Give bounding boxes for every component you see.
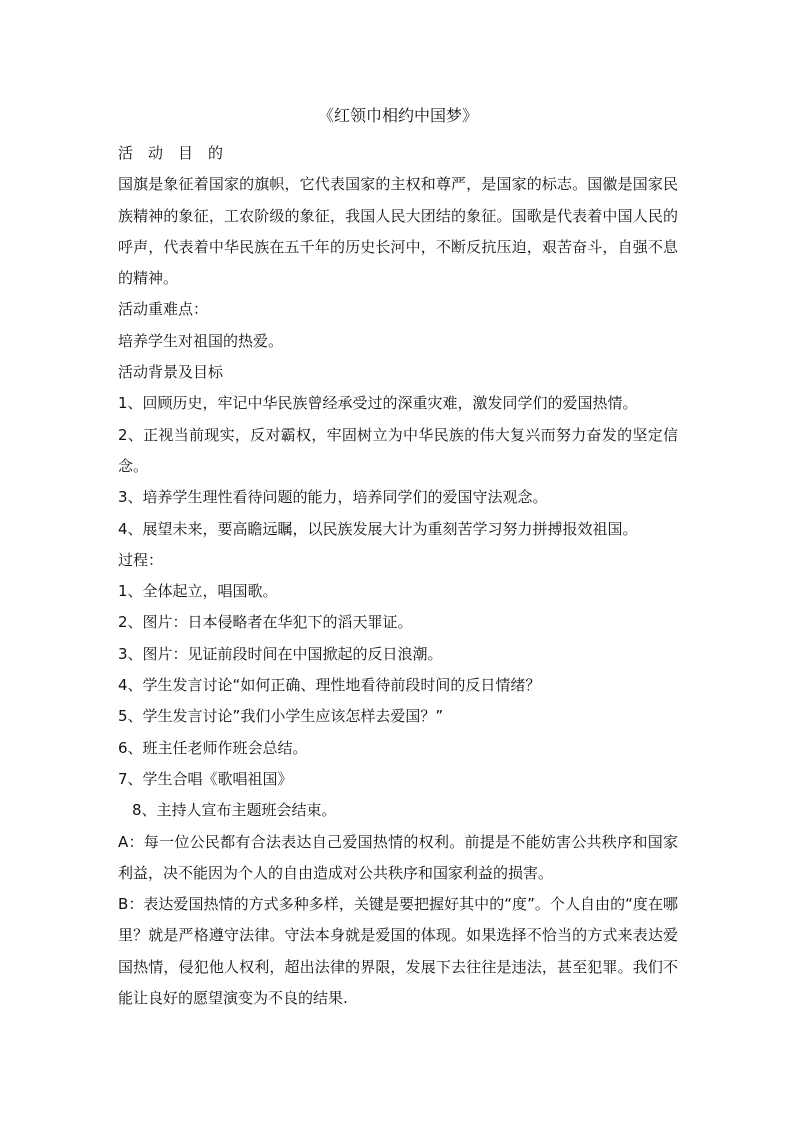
document-body	[118, 94, 678, 1014]
process-step: 5、学生发言讨论”我们小学生应该怎样去爱国？”	[118, 707, 444, 726]
document-title: 《红领巾相约中国梦》	[317, 106, 478, 125]
process-step: 2、图片：日本侵略者在华犯下的滔天罪证。	[118, 613, 413, 632]
objective-item: 3、培养学生理性看待问题的能力，培养同学们的爱国守法观念。	[118, 488, 548, 507]
process-step: 6、班主任老师作班会总结。	[118, 738, 308, 757]
process-step: 7、学生合唱《歌唱祖国》	[118, 769, 293, 788]
heading-process: 过程：	[118, 550, 164, 569]
process-step: 4、学生发言讨论“如何正确、理性地看待前段时间的反日情绪？	[118, 676, 541, 695]
answer-a-paragraph: A：每一位公民都有合法表达自己爱国热情的权利。前提是不能妨害公共秩序和国家利益，决不能因为个人的自由造成对公共秩序和国家利益的损害。	[118, 832, 678, 882]
objective-item: 2、正视当前现实，反对霸权，牢固树立为中华民族的伟大复兴而努力奋发的坚定信念。	[118, 425, 678, 475]
objective-item: 1、回顾历史，牢记中华民族曾经承受过的深重灾难，激发同学们的爱国热情。	[118, 394, 638, 413]
process-step: 8、主持人宣布主题班会结束。	[132, 801, 337, 820]
heading-key-points: 活动重难点：	[118, 300, 209, 319]
goal-paragraph: 国旗是象征着国家的旗帜，它代表国家的主权和尊严，是国家的标志。国徽是国家民族精神的象征，工农阶级的象征，我国人民大团结的象征。国歌是代表着中国人民的呼声，代表着中华民族在五千年的历史长河中，不断反抗压迫，艰苦奋斗，自强不息的精神。	[118, 175, 678, 288]
process-step: 1、全体起立，唱国歌。	[118, 582, 278, 601]
process-step: 3、图片：见证前段时间在中国掀起的反日浪潮。	[118, 644, 443, 663]
answer-b-paragraph: B：表达爱国热情的方式多种多样，关键是要把握好其中的“度”。个人自由的“度在哪里？就是严格遵守法律。守法本身就是爱国的体现。如果选择不恰当的方式来表达爱国热情，侵犯他人权利，超出法律的界限，发展下去往往是违法，甚至犯罪。我们不能让良好的愿望演变为不良的结果.	[118, 895, 678, 1008]
heading-background-goals: 活动背景及目标	[118, 363, 224, 382]
objective-item: 4、展望未来，要高瞻远瞩，以民族发展大计为重刻苦学习努力拼搏报效祖国。	[118, 519, 638, 538]
key-points-text: 培养学生对祖国的热爱。	[118, 331, 284, 350]
heading-activity-goal: 活 动 目 的	[118, 144, 224, 162]
